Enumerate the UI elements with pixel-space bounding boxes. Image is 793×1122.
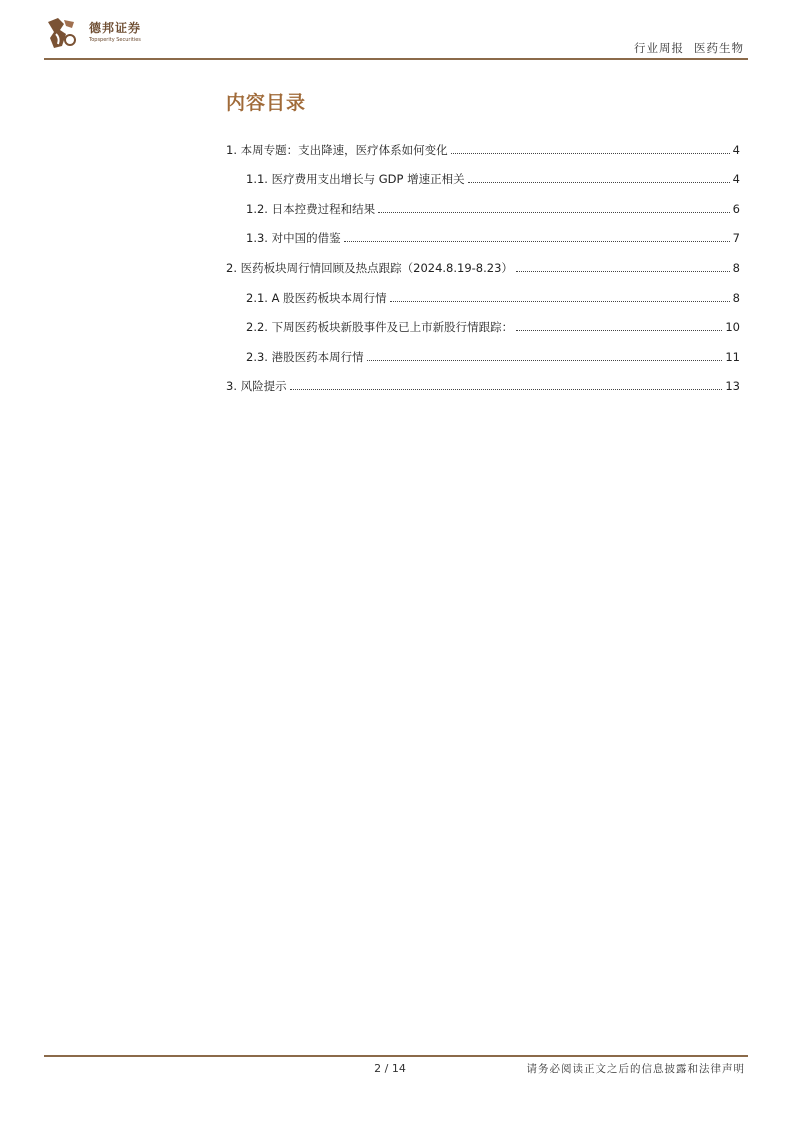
- toc-entry-page: 10: [725, 320, 740, 335]
- toc-entry-page: 8: [732, 290, 740, 305]
- toc-entry[interactable]: [226, 133, 740, 163]
- toc-entry-text: 3. 风险提示: [226, 379, 287, 394]
- toc-leader-dots: [516, 330, 722, 331]
- toc-entry-text: 2.3. 港股医药本周行情: [246, 349, 364, 364]
- toc-title: 内容目录: [226, 92, 307, 114]
- toc-entry-page: 4: [732, 142, 740, 157]
- table-of-contents: [226, 133, 740, 399]
- header-divider: [44, 58, 748, 60]
- toc-entry[interactable]: [226, 163, 740, 193]
- toc-entry-text: 1.1. 医疗费用支出增长与 GDP 增速正相关: [246, 172, 465, 187]
- toc-entry[interactable]: [226, 251, 740, 281]
- toc-entry-page: 6: [732, 201, 740, 216]
- toc-leader-dots: [468, 182, 730, 183]
- toc-leader-dots: [451, 153, 730, 154]
- toc-leader-dots: [516, 271, 730, 272]
- toc-entry-page: 13: [725, 379, 740, 394]
- toc-leader-dots: [367, 360, 723, 361]
- toc-entry-page: 11: [725, 349, 740, 364]
- toc-entry[interactable]: [226, 192, 740, 222]
- toc-entry-page: 8: [732, 260, 740, 275]
- report-type: 行业周报: [634, 41, 684, 55]
- toc-leader-dots: [290, 389, 723, 390]
- logo-icon: [44, 16, 78, 50]
- toc-leader-dots: [378, 212, 730, 213]
- company-logo: [44, 14, 184, 54]
- industry-label: 医药生物: [694, 41, 744, 55]
- toc-entry-text: 2. 医药板块周行情回顾及热点跟踪（2024.8.19-8.23）: [226, 260, 513, 275]
- toc-entry[interactable]: [226, 222, 740, 252]
- toc-entry[interactable]: [226, 311, 740, 341]
- toc-entry[interactable]: [226, 340, 740, 370]
- logo-chinese-name: 德邦证券: [89, 21, 142, 35]
- header-category: [634, 41, 744, 55]
- toc-entry-text: 1.3. 对中国的借鉴: [246, 231, 341, 246]
- toc-entry-page: 4: [732, 172, 740, 187]
- toc-entry-text: 1.2. 日本控费过程和结果: [246, 201, 376, 216]
- toc-entry-text: 2.2. 下周医药板块新股事件及已上市新股行情跟踪：: [246, 320, 514, 335]
- logo-english-name: Topsperity Securities: [89, 37, 141, 43]
- toc-entry[interactable]: [226, 281, 740, 311]
- toc-leader-dots: [390, 301, 730, 302]
- toc-entry[interactable]: [226, 370, 740, 400]
- legal-notice: 请务必阅读正文之后的信息披露和法律声明: [526, 1063, 745, 1075]
- toc-leader-dots: [344, 241, 730, 242]
- toc-entry-page: 7: [732, 231, 740, 246]
- page-header: [44, 14, 748, 62]
- footer-divider: [44, 1055, 748, 1057]
- page-number: 2 / 14: [374, 1062, 406, 1075]
- toc-entry-text: 2.1. A 股医药板块本周行情: [246, 290, 387, 305]
- toc-entry-text: 1. 本周专题：支出降速，医疗体系如何变化: [226, 142, 448, 157]
